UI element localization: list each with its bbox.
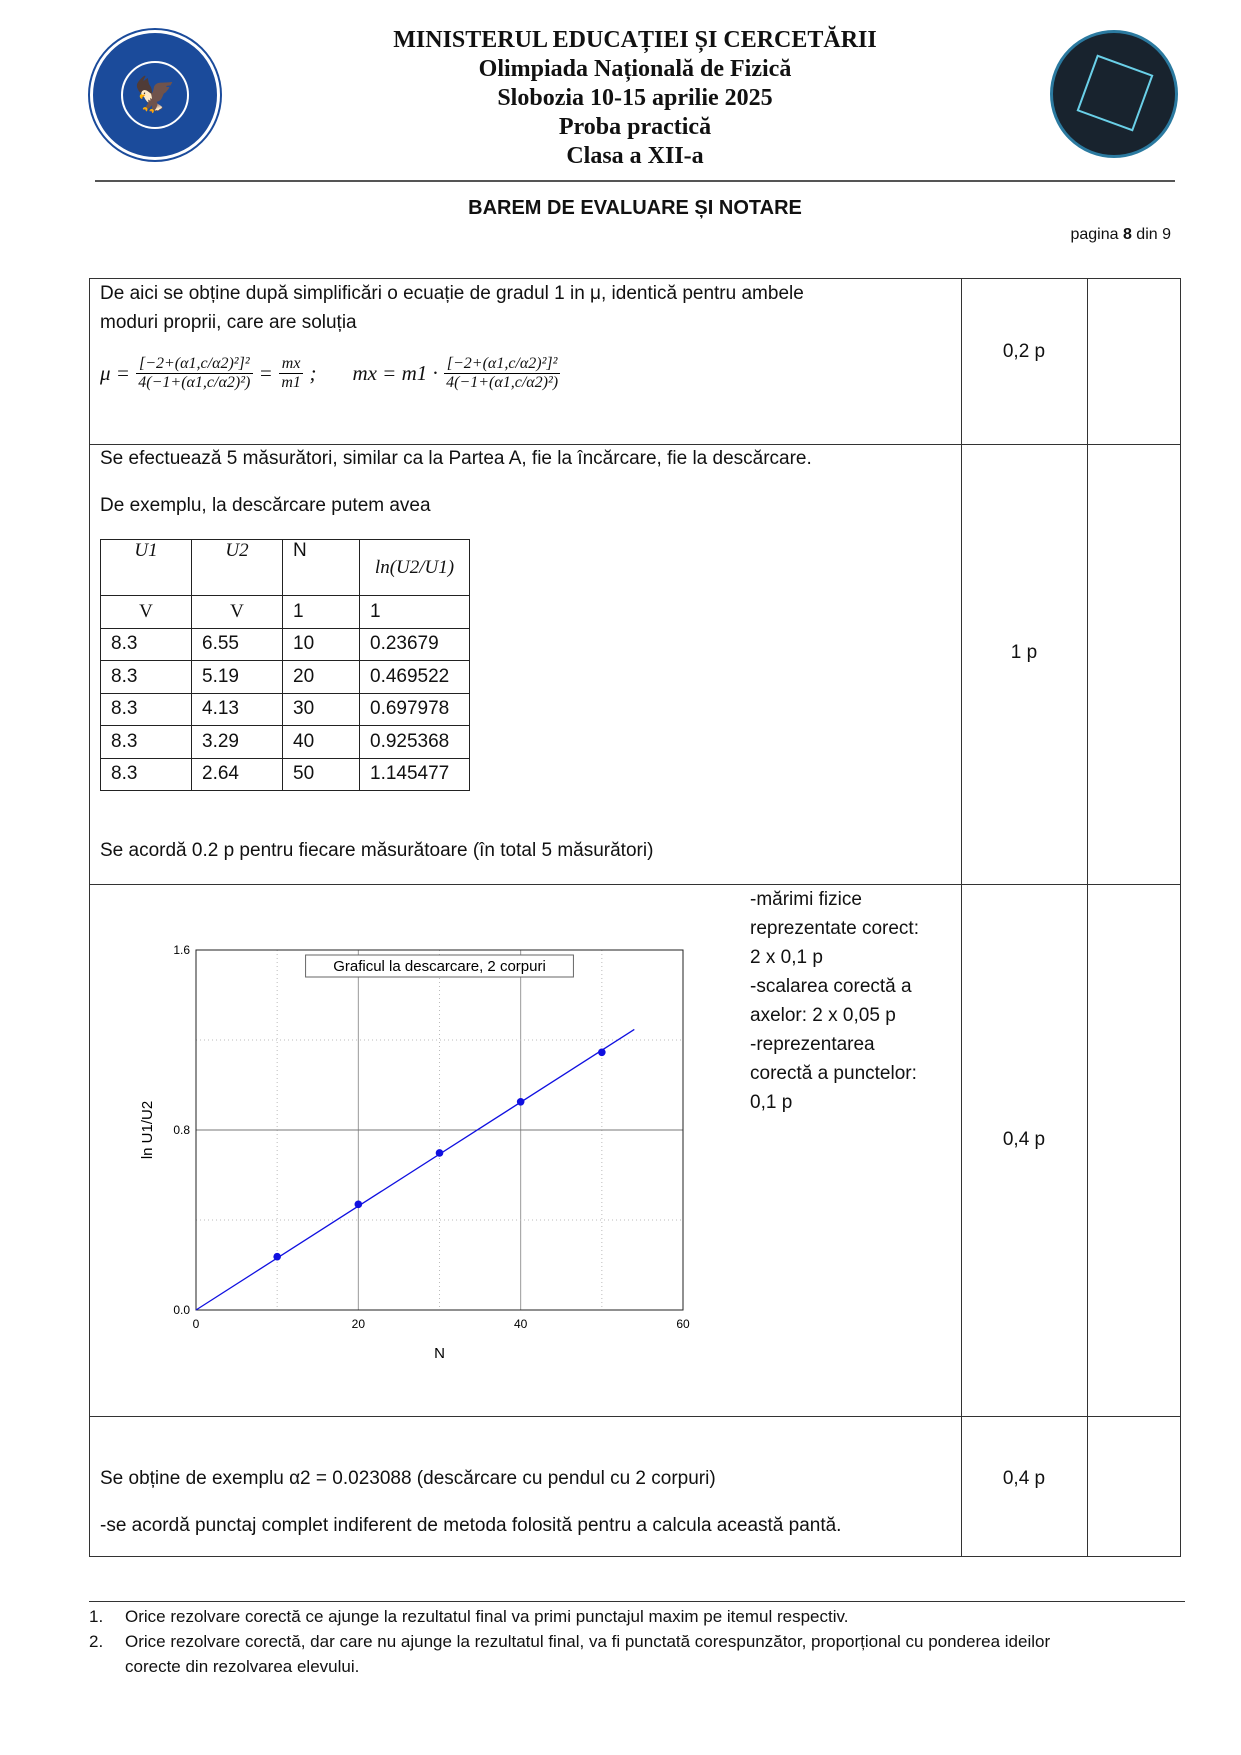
table-cell: 8.3	[101, 628, 192, 661]
header-line: Proba practică	[558, 114, 712, 140]
column-header: U2	[192, 540, 283, 596]
y-tick-label: 0.0	[173, 1303, 190, 1317]
unit-cell: V	[192, 596, 283, 629]
row4-text: -se acordă punctaj complet indiferent de metoda folosită pentru a calcula această pantă.	[100, 1515, 842, 1536]
row1-text: De aici se obține după simplificări o ecuație de gradul 1 in μ, identică pentru ambele moduri proprii, care are soluția	[100, 283, 804, 333]
points: 0,2 p	[1002, 341, 1046, 362]
table-row	[101, 758, 470, 791]
table-row	[101, 693, 470, 726]
table-cell: 0.23679	[360, 628, 470, 661]
header-line: MINISTERUL EDUCAȚIEI ȘI CERCETĂRII	[393, 27, 877, 53]
x-axis-label: N	[434, 1345, 445, 1360]
data-point	[355, 1201, 363, 1209]
table-row	[101, 726, 470, 759]
criterion-line: -scalarea corectă a	[750, 976, 912, 997]
table-cell: 6.55	[192, 628, 283, 661]
header-divider	[95, 180, 1175, 182]
table-cell: 20	[283, 661, 360, 694]
row4-text: Se obține de exemplu α2 = 0.023088 (descărcare cu pendul cu 2 corpuri)	[100, 1468, 716, 1489]
table-cell: 0.925368	[360, 726, 470, 759]
table-cell: 8.3	[101, 726, 192, 759]
discharge-chart	[120, 930, 720, 1360]
footnote: 2. Orice rezolvare corectă, dar care nu ajunge la rezultatul final, va fi punctată corespunzător, proporțional cu ponderea ideilor corecte din rezolvarea elevului.	[89, 1632, 1051, 1676]
table-cell: 8.3	[101, 693, 192, 726]
table-cell: 2.64	[192, 758, 283, 791]
points: 0,4 p	[1002, 1129, 1046, 1150]
criterion-line: 2 x 0,1 p	[750, 947, 823, 968]
column-header: ln(U2/U1)	[360, 540, 470, 596]
data-point	[273, 1253, 281, 1261]
points: 0,4 p	[1002, 1468, 1046, 1489]
column-divider	[961, 278, 962, 1557]
document-title: BAREM DE EVALUARE ȘI NOTARE	[468, 197, 802, 219]
table-cell: 50	[283, 758, 360, 791]
table-cell: 10	[283, 628, 360, 661]
unit-cell: 1	[283, 596, 360, 629]
x-tick-label: 0	[192, 1317, 200, 1331]
row-divider	[89, 1416, 1181, 1417]
criterion-line: corectă a punctelor:	[750, 1063, 917, 1084]
header-line: Slobozia 10-15 aprilie 2025	[497, 85, 773, 111]
column-divider	[1087, 278, 1088, 1557]
unit-cell: V	[101, 596, 192, 629]
table-row	[101, 661, 470, 694]
document-header	[300, 26, 970, 171]
measurements-table	[100, 539, 470, 791]
unit-cell: 1	[360, 596, 470, 629]
row2-text: Se efectuează 5 măsurători, similar ca la Partea A, fie la încărcare, fie la descărcare.	[100, 448, 812, 469]
criterion-line: -reprezentarea	[750, 1034, 875, 1055]
table-cell: 8.3	[101, 661, 192, 694]
grading-criteria	[750, 885, 919, 1117]
criterion-line: reprezentate corect:	[750, 918, 919, 939]
data-point	[598, 1048, 606, 1056]
page-number: pagina 8 din 9	[1070, 226, 1171, 243]
mass-formula: μ = $\frac{\text{[−2+(α1,c/α2)²]²}}{\text{4(−1+(α1,c/α2)²)}}$ = $\frac{mx}{m1}$ ; mx = m1 · $\frac{\text{[−2+(α1,c/α2)²]²}}{\text{4(−1+(α1,c/α2)²)}}$	[100, 355, 560, 392]
y-axis-label: ln U1/U2	[139, 1100, 156, 1160]
header-line: Olimpiada Națională de Fizică	[478, 56, 792, 82]
data-point	[436, 1149, 444, 1157]
data-point	[517, 1098, 525, 1106]
footnote: 1. Orice rezolvare corectă ce ajunge la rezultatul final va primi punctajul maxim pe itemul respectiv.	[89, 1607, 849, 1626]
row2-text: De exemplu, la descărcare putem avea	[100, 495, 431, 516]
header-line: Clasa a XII-a	[566, 143, 704, 169]
criterion-line: axelor: 2 x 0,05 p	[750, 1005, 896, 1026]
table-row	[101, 628, 470, 661]
table-cell: 4.13	[192, 693, 283, 726]
row2-note: Se acordă 0.2 p pentru fiecare măsurătoare (în total 5 măsurători)	[100, 840, 654, 861]
table-cell: 0.469522	[360, 661, 470, 694]
row-divider	[89, 884, 1181, 885]
table-cell: 0.697978	[360, 693, 470, 726]
chart-title: Graficul la descarcare, 2 corpuri	[333, 958, 546, 975]
criterion-line: -mărimi fizice	[750, 889, 862, 910]
table-cell: 30	[283, 693, 360, 726]
y-tick-label: 0.8	[173, 1123, 190, 1137]
government-logo: 🦅	[90, 30, 220, 160]
olympiad-logo	[1050, 30, 1178, 158]
table-cell: 1.145477	[360, 758, 470, 791]
table-cell: 8.3	[101, 758, 192, 791]
fit-line	[196, 1029, 634, 1310]
x-tick-label: 60	[676, 1317, 690, 1331]
table-cell: 5.19	[192, 661, 283, 694]
x-tick-label: 20	[351, 1317, 366, 1331]
criterion-line: 0,1 p	[750, 1092, 793, 1113]
column-header: U1	[101, 540, 192, 596]
column-header: N	[283, 540, 360, 596]
table-cell: 40	[283, 726, 360, 759]
y-tick-label: 1.6	[173, 943, 190, 957]
x-tick-label: 40	[513, 1317, 528, 1331]
footer-divider	[89, 1601, 1185, 1602]
points: 1 p	[1010, 642, 1038, 663]
table-cell: 3.29	[192, 726, 283, 759]
